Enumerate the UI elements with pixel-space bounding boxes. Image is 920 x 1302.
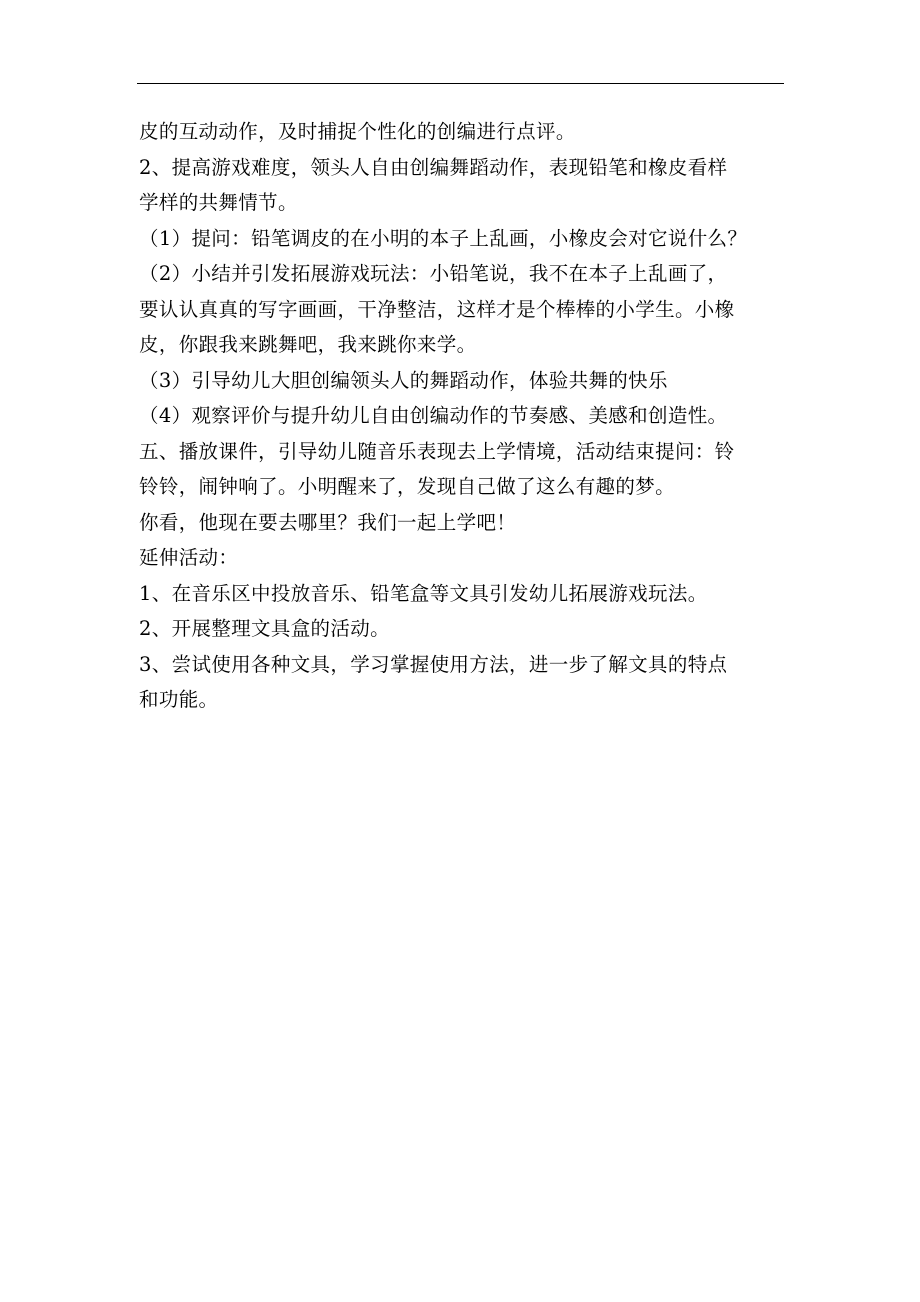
text-line: （4）观察评价与提升幼儿自由创编动作的节奏感、美感和创造性。 <box>139 404 728 427</box>
text-line: 皮，你跟我来跳舞吧，我来跳你来学。 <box>139 333 477 356</box>
text-line: 3、尝试使用各种文具，学习掌握使用方法，进一步了解文具的特点 <box>139 652 728 676</box>
document-body <box>139 114 789 718</box>
text-line: （2）小结并引发拓展游戏玩法：小铅笔说，我不在本子上乱画了， <box>139 262 728 285</box>
text-line: 和功能。 <box>139 688 219 711</box>
text-line: 1、在音乐区中投放音乐、铅笔盒等文具引发幼儿拓展游戏玩法。 <box>139 581 708 605</box>
text-line: 你看，他现在要去哪里？我们一起上学吧！ <box>139 510 517 534</box>
text-line: 要认认真真的写字画画，干净整洁，这样才是个棒棒的小学生。小橡 <box>139 297 735 321</box>
text-line: （1）提问：铅笔调皮的在小明的本子上乱画，小橡皮会对它说什么？ <box>139 226 748 250</box>
text-line: 学样的共舞情节。 <box>139 191 298 214</box>
header-rule <box>137 83 784 84</box>
text-line: 皮的互动动作，及时捕捉个性化的创编进行点评。 <box>139 120 576 143</box>
text-line: （3）引导幼儿大胆创编领头人的舞蹈动作，体验共舞的快乐 <box>139 368 668 392</box>
text-line: 五、播放课件，引导幼儿随音乐表现去上学情境，活动结束提问：铃 <box>139 439 735 463</box>
text-line: 2、开展整理文具盒的活动。 <box>139 617 390 640</box>
text-line: 铃铃，闹钟响了。小明醒来了，发现自己做了这么有趣的梦。 <box>139 475 675 498</box>
text-line: 2、提高游戏难度，领头人自由创编舞蹈动作，表现铅笔和橡皮看样 <box>139 155 728 179</box>
section-heading: 延伸活动： <box>139 546 239 569</box>
